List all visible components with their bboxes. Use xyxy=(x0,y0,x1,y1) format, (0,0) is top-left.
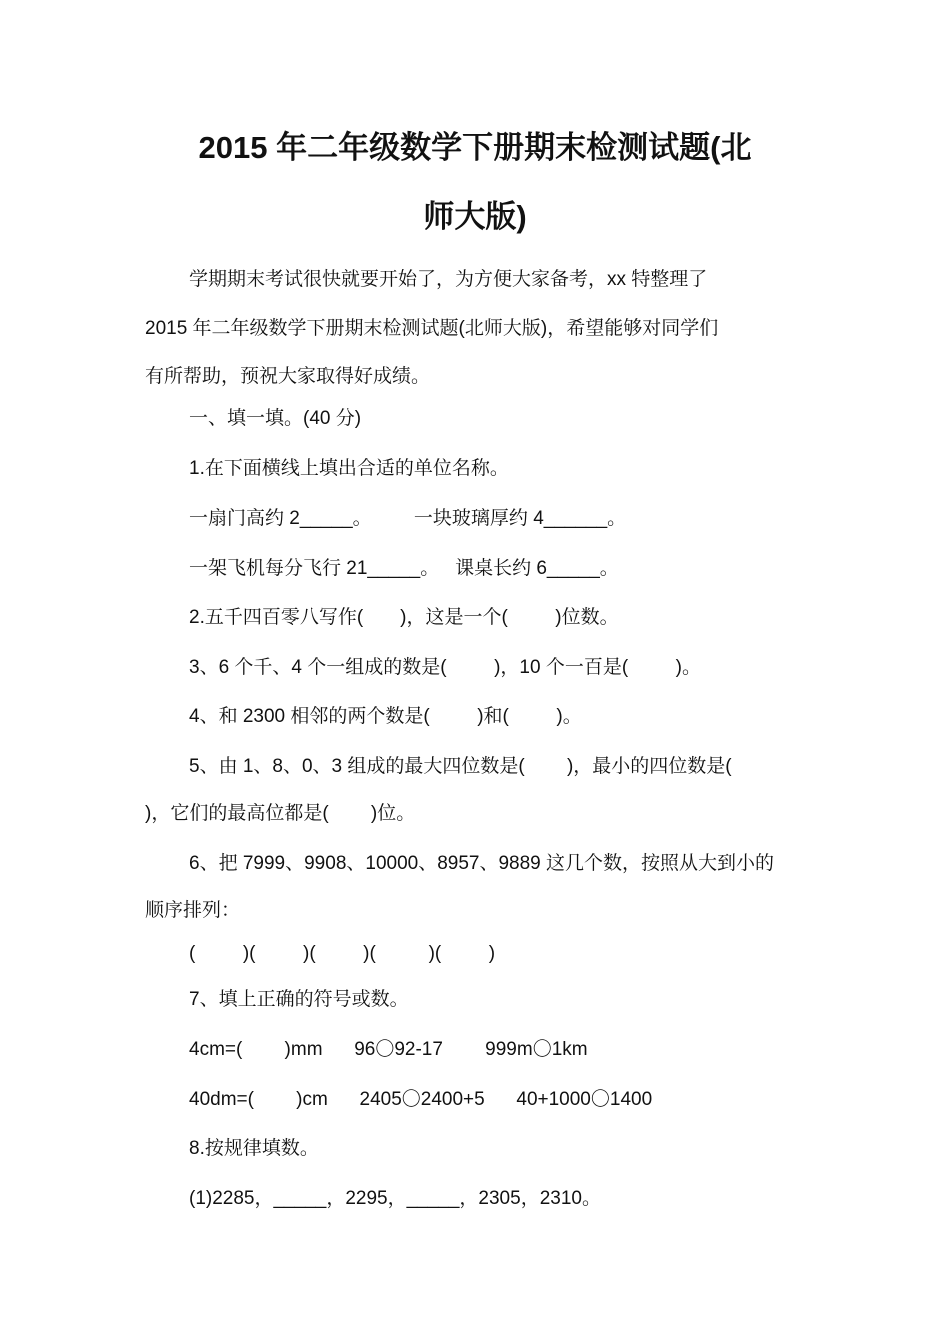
question-3: 3、6 个千、4 个一组成的数是( )，10 个一百是( )。 xyxy=(189,657,701,678)
intro-line-1: 学期期末考试很快就要开始了，为方便大家备考，xx 特整理了 xyxy=(189,269,708,290)
question-7-row-1: 4cm=( )mm 96〇92-17 999m〇1km xyxy=(189,1039,588,1060)
document-title-line-1: 2015 年二年级数学下册期末检测试题(北 xyxy=(198,130,752,165)
section-heading: 一、填一填。(40 分) xyxy=(189,408,362,429)
question-6-line-1: 6、把 7999、9908、10000、8957、9889 这几个数，按照从大到小的 xyxy=(189,853,775,874)
question-1-row-2: 一架飞机每分飞行 21_____。 课桌长约 6_____。 xyxy=(189,558,619,579)
question-8-row-1: (1)2285，_____，2295，_____，2305，2310。 xyxy=(189,1188,601,1209)
question-6-blanks: ( )( )( )( )( ) xyxy=(189,943,496,964)
question-5-line-2: )，它们的最高位都是( )位。 xyxy=(145,803,416,824)
question-7: 7、填上正确的符号或数。 xyxy=(189,989,409,1010)
question-1-row-1: 一扇门高约 2_____。 一块玻璃厚约 4______。 xyxy=(189,508,627,529)
question-7-row-2: 40dm=( )cm 2405〇2400+5 40+1000〇1400 xyxy=(189,1089,653,1110)
question-8: 8.按规律填数。 xyxy=(189,1138,319,1159)
intro-line-2: 2015 年二年级数学下册期末检测试题(北师大版)，希望能够对同学们 xyxy=(145,318,719,339)
question-5-line-1: 5、由 1、8、0、3 组成的最大四位数是( )，最小的四位数是( xyxy=(189,756,732,777)
question-2: 2.五千四百零八写作( )，这是一个( )位数。 xyxy=(189,607,619,628)
question-6-line-2: 顺序排列： xyxy=(145,900,241,921)
intro-line-3: 有所帮助，预祝大家取得好成绩。 xyxy=(145,366,431,387)
question-4: 4、和 2300 相邻的两个数是( )和( )。 xyxy=(189,706,582,727)
document-title-line-2: 师大版) xyxy=(423,199,527,234)
question-1: 1.在下面横线上填出合适的单位名称。 xyxy=(189,458,509,479)
